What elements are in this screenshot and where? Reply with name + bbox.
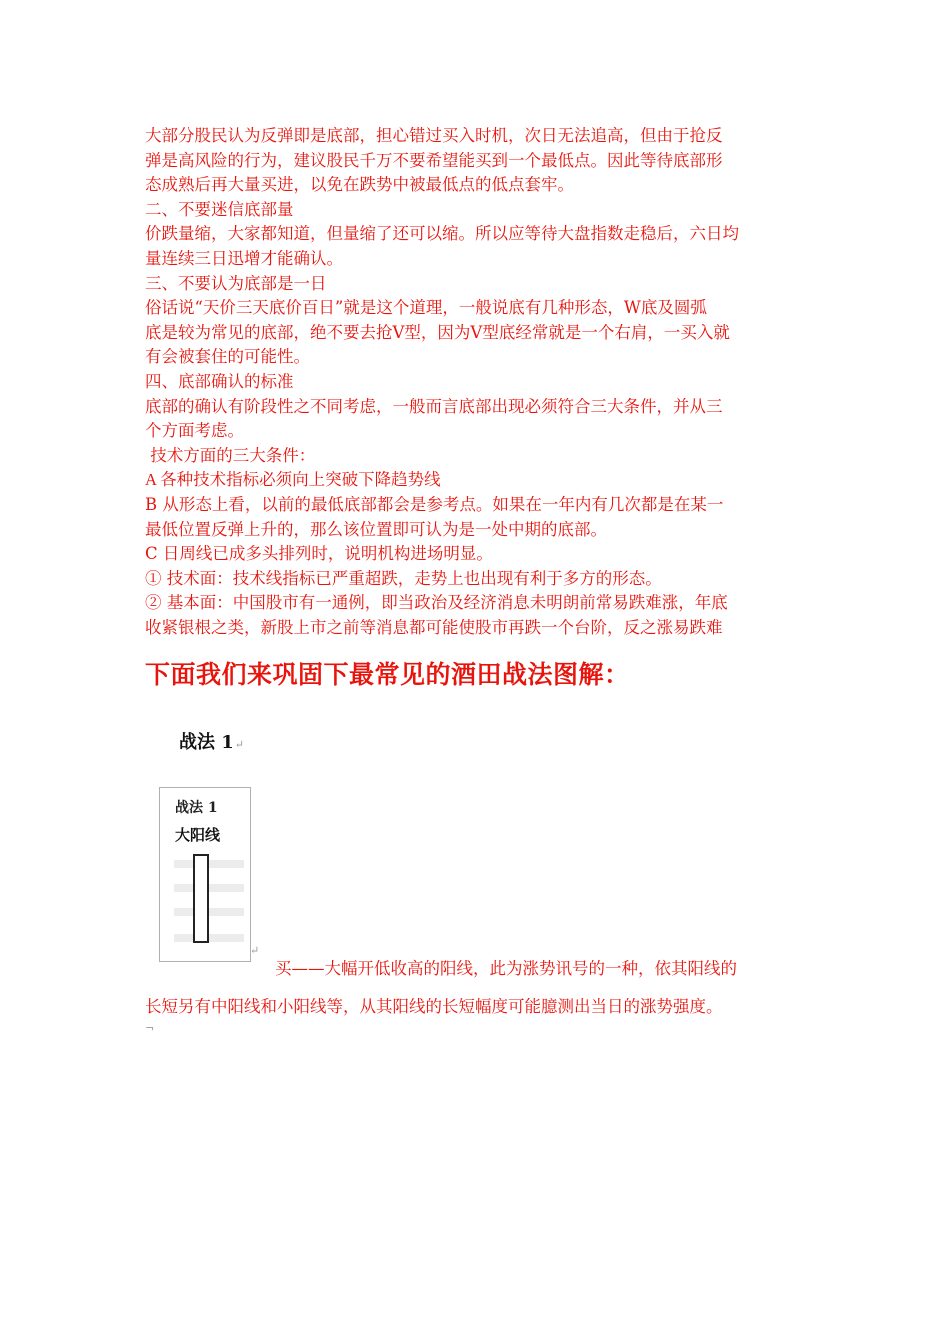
paragraph-line: 俗话说“天价三天底价百日”就是这个道理，一般说底有几种形态，W底及圆弧: [145, 298, 707, 318]
paragraph-line: 收紧银根之类，新股上市之前等消息都可能使股市再跌一个台阶，反之涨易跌难: [145, 617, 723, 637]
section-heading-2: 二、不要迷信底部量: [145, 199, 294, 219]
figure-caption: [145, 950, 810, 1026]
paragraph-line: 底部的确认有阶段性之不同考虑，一般而言底部出现必须符合三大条件，并从三: [145, 396, 723, 416]
candlestick-figure: [159, 787, 251, 962]
faded-text-line: [174, 860, 244, 868]
tactic-title-text: 战法 1: [179, 732, 234, 753]
list-item-b: B 从形态上看，以前的最低底部都会是参考点。如果在一年内有几次都是在某一: [145, 494, 724, 514]
faded-text-line: [174, 884, 244, 892]
tactic-title: [179, 728, 244, 754]
paragraph-line: 态成熟后再大量买进，以免在跌势中被最低点的低点套牢。: [145, 175, 574, 195]
bullish-candle-icon: [193, 854, 209, 943]
paragraph-line: 个方面考虑。: [145, 421, 244, 441]
paragraph-line: 弹是高风险的行为，建议股民千万不要希望能买到一个最低点。因此等待底部形: [145, 150, 723, 170]
paragraph-mark-icon: ↵: [250, 944, 260, 957]
paragraph-line: 技术方面的三大条件：: [145, 445, 316, 465]
list-item-2: ② 基本面：中国股市有一通例，即当政治及经济消息未明朗前常易跌难涨，年底: [145, 593, 728, 613]
main-heading: 下面我们来巩固下最常见的酒田战法图解：: [145, 660, 630, 689]
caption-line: 买——大幅开低收高的阳线，此为涨势讯号的一种，依其阳线的: [275, 959, 737, 978]
figure-title: 战法 1: [175, 800, 218, 816]
list-item-c: C 日周线已成多头排列时，说明机构进场明显。: [145, 544, 493, 564]
faded-text-line: [174, 908, 244, 916]
paragraph-line: 价跌量缩，大家都知道，但量缩了还可以缩。所以应等待大盘指数走稳后，六日均: [145, 224, 739, 244]
end-mark-icon: ¬: [145, 1022, 155, 1035]
caption-line: 长短另有中阳线和小阳线等，从其阳线的长短幅度可能臆测出当日的涨势强度。: [145, 997, 723, 1016]
list-item-a: A 各种技术指标必须向上突破下降趋势线: [145, 470, 441, 490]
list-item-1: ① 技术面：技术线指标已严重超跌，走势上也出现有利于多方的形态。: [145, 568, 662, 588]
body-text: [145, 124, 810, 640]
faded-text-line: [174, 934, 244, 942]
paragraph-line: 大部分股民认为反弹即是底部，担心错过买入时机，次日无法追高，但由于抢反: [145, 126, 723, 145]
paragraph-mark-icon: ↵: [234, 738, 245, 751]
paragraph-line: 有会被套住的可能性。: [145, 347, 310, 367]
section-heading-4: 四、底部确认的标准: [145, 371, 294, 391]
figure-subtitle: 大阳线: [175, 826, 221, 844]
section-heading-3: 三、不要认为底部是一日: [145, 273, 327, 293]
paragraph-line: 量连续三日迅增才能确认。: [145, 248, 343, 268]
paragraph-line: 底是较为常见的底部，绝不要去抢V型，因为V型底经常就是一个右肩，一买入就: [145, 322, 730, 342]
paragraph-line: 最低位置反弹上升的，那么该位置即可认为是一处中期的底部。: [145, 519, 607, 539]
